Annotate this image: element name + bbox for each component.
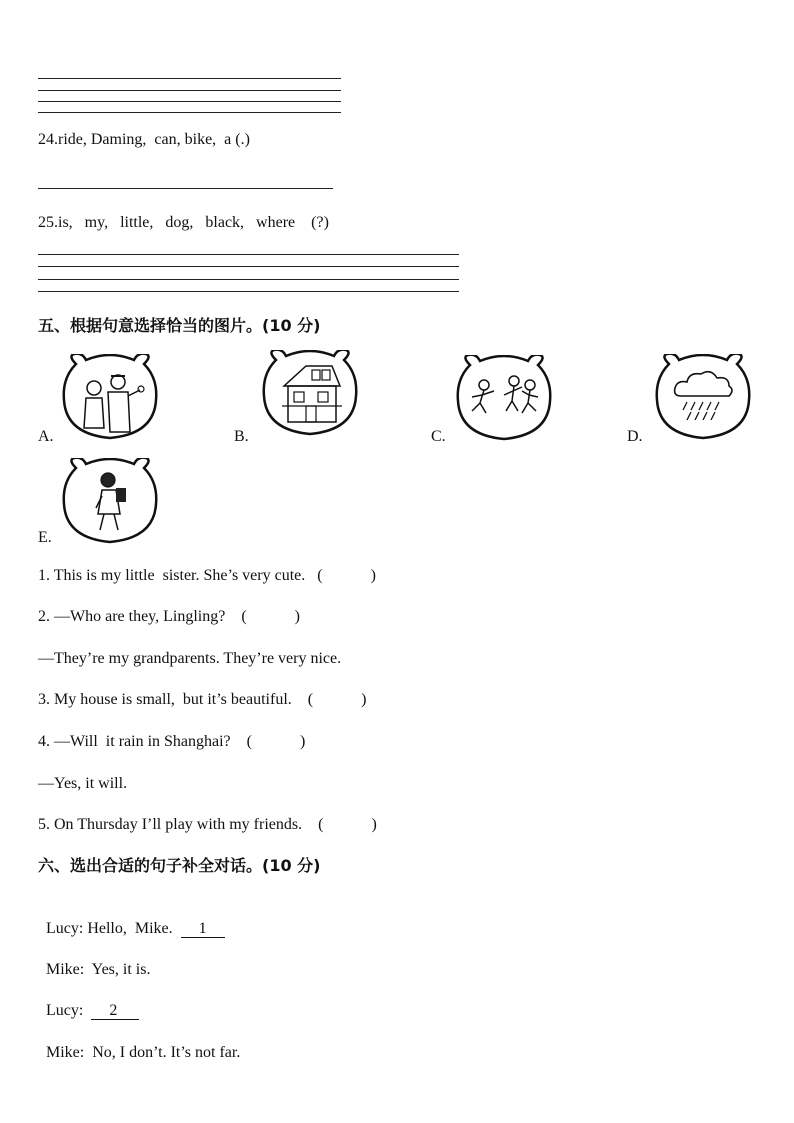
dialogue-line [38, 899, 225, 939]
section-5-item: 4. —Will it rain in Shanghai? ( ) [38, 733, 306, 750]
dialogue-speaker-text: Mike: No, I don’t. It’s not far. [46, 1044, 241, 1061]
grandparents-icon [62, 354, 158, 440]
dialogue-speaker-text: Lucy: [46, 1002, 92, 1019]
girl-icon [62, 458, 158, 544]
answer-line [38, 112, 341, 113]
dialogue-speaker-text: Lucy: Hello, Mike. [46, 920, 181, 937]
section-5-item: —They’re my grandparents. They’re very nice. [38, 650, 342, 667]
dialogue-line [38, 1023, 240, 1063]
dialogue-blank-1[interactable]: 1 [182, 920, 223, 937]
answer-line[interactable] [38, 266, 459, 267]
section-5-item: 2. —Who are they, Lingling? ( ) [38, 608, 301, 625]
answer-line [38, 101, 341, 102]
dialogue-line [38, 981, 139, 1021]
option-label-b: B. [234, 428, 249, 445]
section-5-item: 1. This is my little sister. She’s very cute. ( ) [38, 567, 376, 584]
kids-playing-icon [456, 355, 552, 441]
house-icon [262, 350, 358, 436]
rain-cloud-icon [655, 354, 751, 440]
dialogue-speaker-text: Mike: Yes, it is. [46, 961, 151, 978]
answer-line[interactable] [38, 291, 459, 292]
section-5-item: —Yes, it will. [38, 775, 128, 792]
answer-line [38, 78, 341, 79]
section-5-heading: 五、根据句意选择恰当的图片。(10 分) [38, 316, 321, 335]
question-25: 25.is, my, little, dog, black, where (?) [38, 214, 329, 231]
dialogue-blank-2[interactable]: 2 [93, 1002, 138, 1019]
section-6-heading: 六、选出合适的句子补全对话。(10 分) [38, 856, 321, 875]
section-5-item: 5. On Thursday I’ll play with my friends. ( ) [38, 816, 377, 833]
answer-line [38, 90, 341, 91]
dialogue-line [38, 940, 150, 980]
option-label-e: E. [38, 529, 52, 546]
answer-line[interactable] [38, 254, 459, 255]
answer-line[interactable] [38, 279, 459, 280]
option-label-d: D. [627, 428, 643, 445]
question-24: 24.ride, Daming, can, bike, a (.) [38, 131, 250, 148]
answer-line[interactable] [38, 188, 333, 189]
option-label-a: A. [38, 428, 54, 445]
section-5-item: 3. My house is small, but it’s beautiful. ( ) [38, 691, 367, 708]
option-label-c: C. [431, 428, 446, 445]
